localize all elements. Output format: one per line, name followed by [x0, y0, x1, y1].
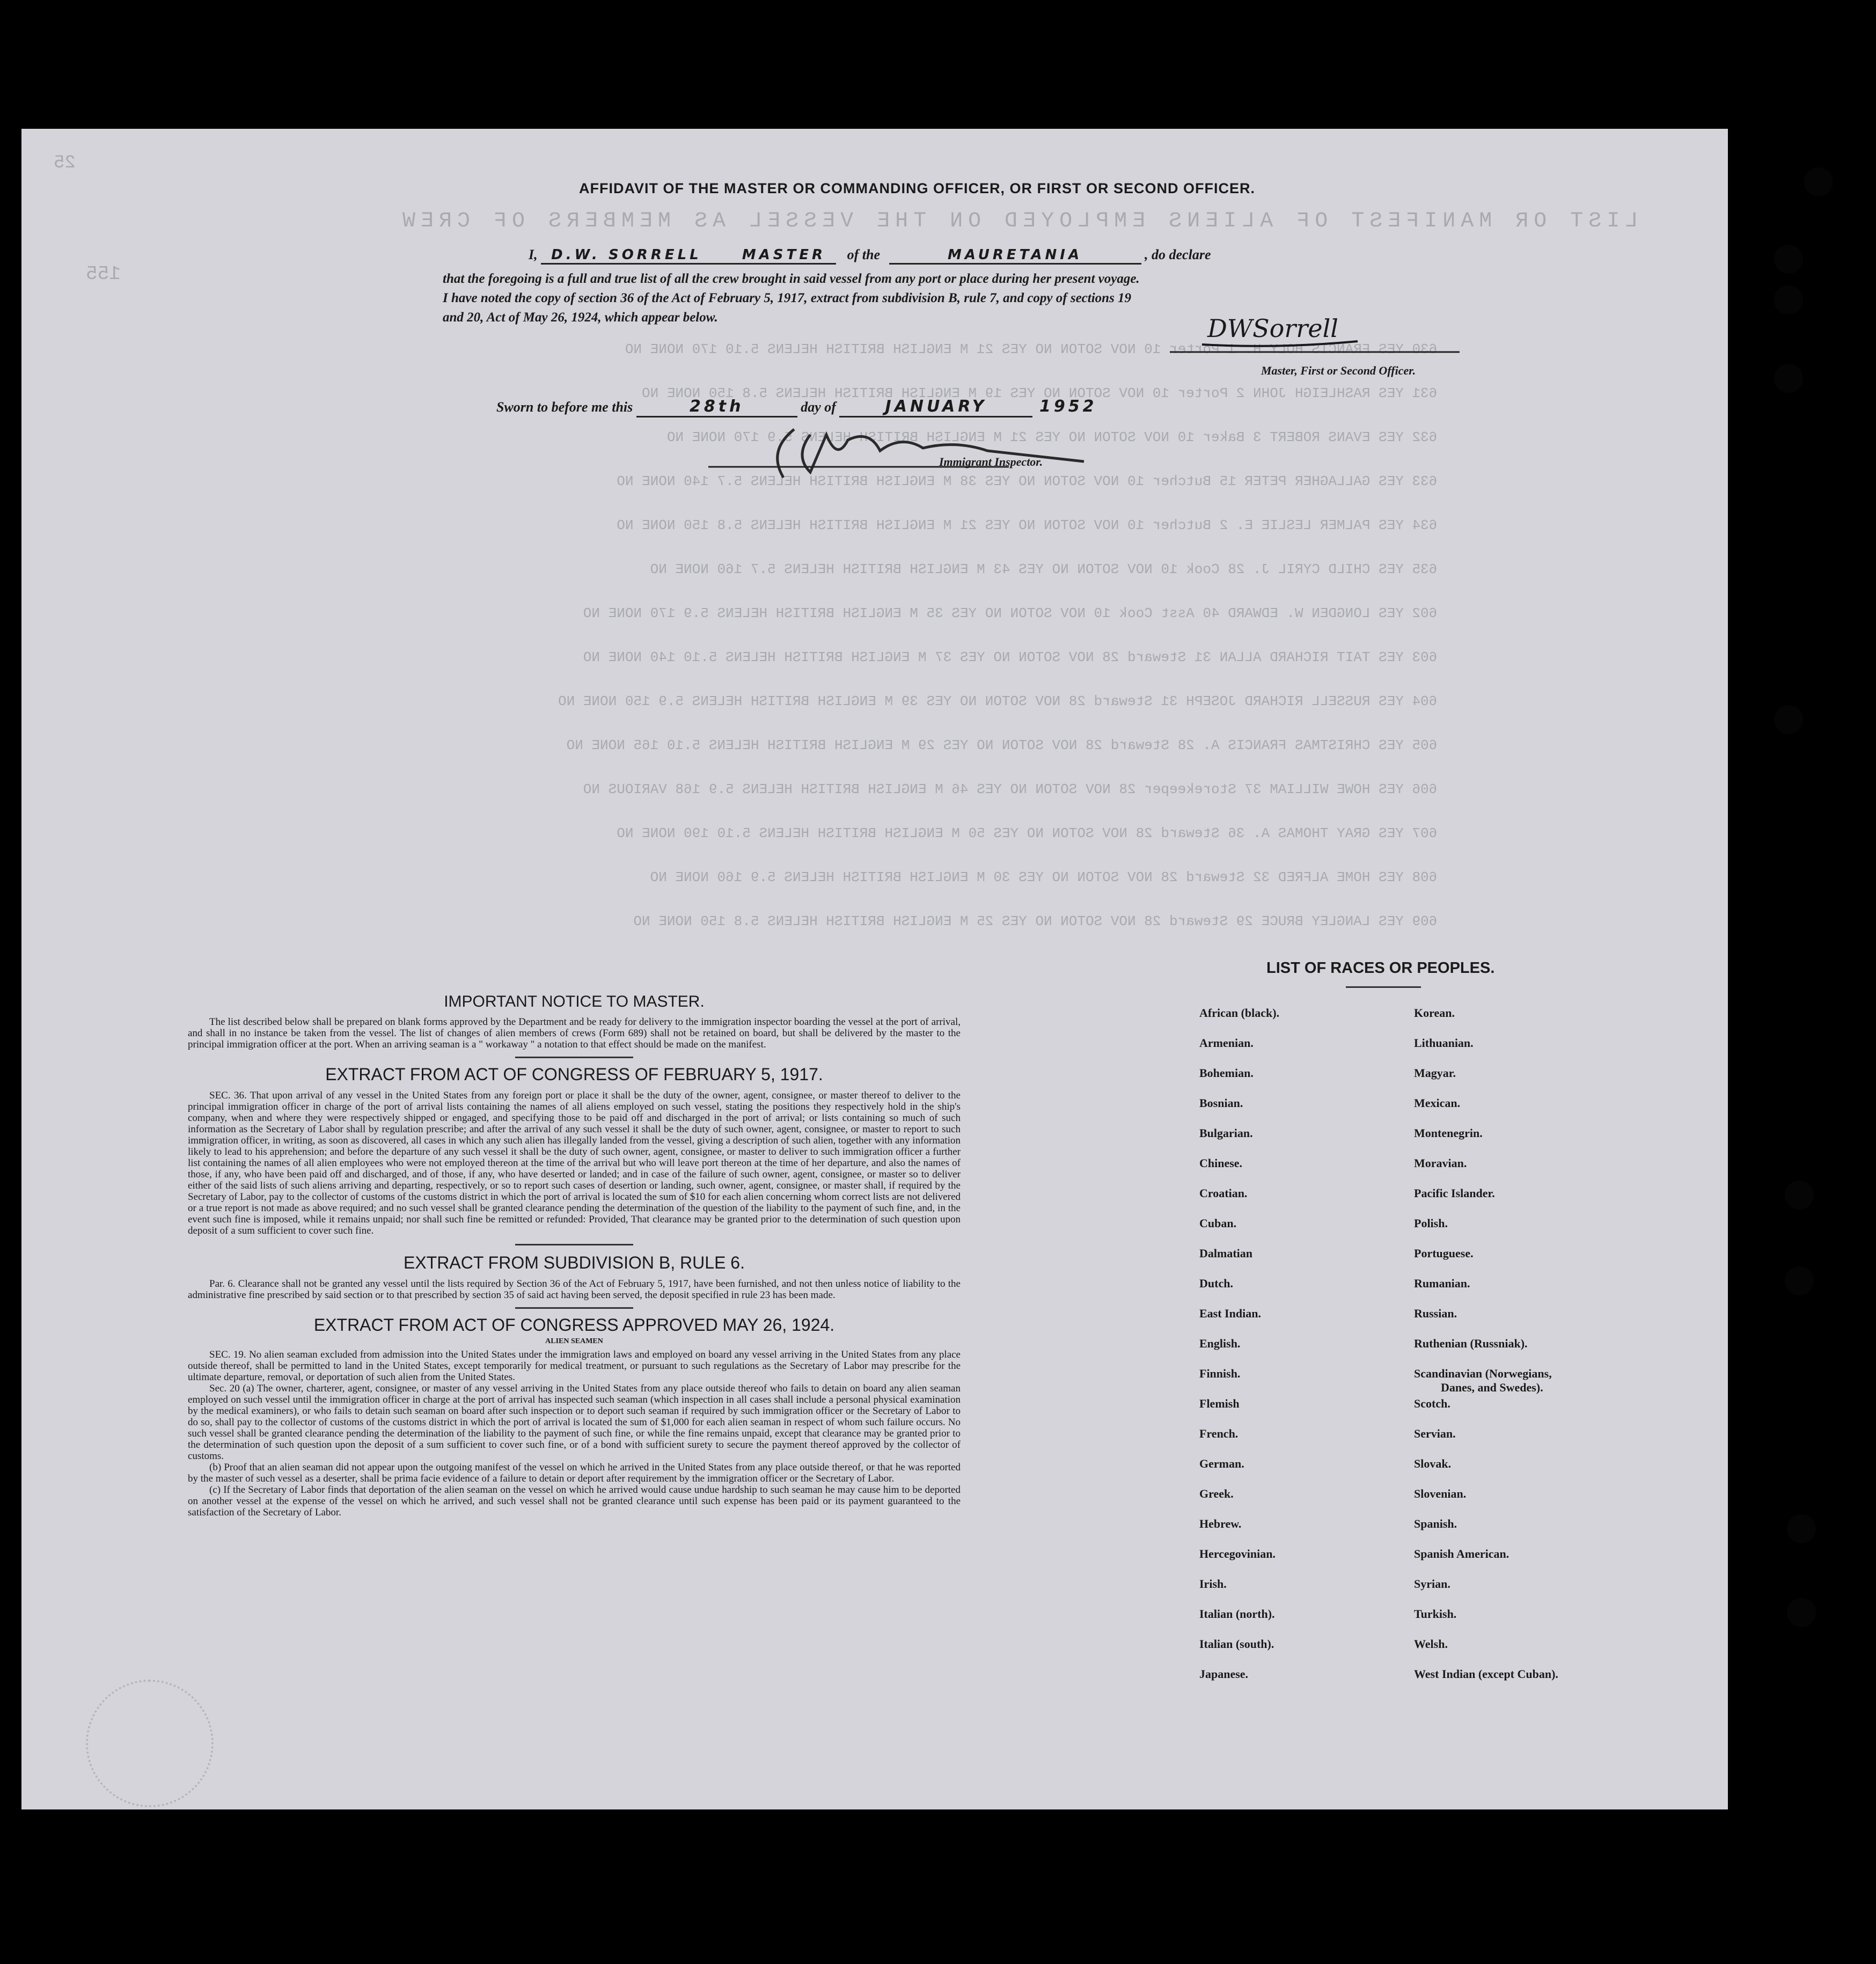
- punch-hole: [1774, 285, 1803, 314]
- master-rank: MASTER: [742, 247, 826, 263]
- race-item: Moravian.: [1414, 1156, 1467, 1170]
- race-item: Korean.: [1414, 1006, 1455, 1020]
- punch-hole: [1774, 364, 1803, 393]
- punch-hole: [1774, 705, 1803, 734]
- race-item: Polish.: [1414, 1216, 1448, 1230]
- race-item: Japanese.: [1199, 1667, 1249, 1681]
- race-item: German.: [1199, 1457, 1244, 1470]
- sworn-prefix: Sworn to before me this: [496, 399, 633, 415]
- race-item: Irish.: [1199, 1577, 1227, 1591]
- race-item: Montenegrin.: [1414, 1126, 1483, 1140]
- sec20b-text: (b) Proof that an alien seaman did not appear upon the outgoing manifest of the vessel on which he arrived in the United States from any place outside thereof, or that he was reported by the master of such vessel as a deserter, shall be prima facie evidence of a failure to detain or deport after requirement by the immigration officer or the Secretary of Labor.: [188, 1462, 961, 1484]
- race-item: Scotch.: [1414, 1397, 1450, 1410]
- race-item: West Indian (except Cuban).: [1414, 1667, 1558, 1681]
- race-item: Dalmatian: [1199, 1247, 1252, 1260]
- races-title: LIST OF RACES OR PEOPLES.: [1266, 959, 1495, 977]
- race-item: Italian (north).: [1199, 1607, 1275, 1621]
- signature-graphic: [1170, 311, 1460, 354]
- divider: [515, 1307, 633, 1309]
- punch-hole: [1804, 167, 1833, 196]
- race-item: Bohemian.: [1199, 1066, 1254, 1080]
- affidavit-line-3: I have noted the copy of section 36 of the Act of February 5, 1917, extract from subdivision B, rule 7, and copy of sections 19: [443, 291, 1132, 305]
- affidavit-line-4: and 20, Act of May 26, 1924, which appear below.: [443, 310, 718, 325]
- race-item: Mexican.: [1414, 1096, 1461, 1110]
- race-item: Hercegovinian.: [1199, 1547, 1276, 1560]
- race-item: Greek.: [1199, 1487, 1234, 1500]
- punch-hole: [1785, 1266, 1814, 1295]
- race-item: Lithuanian.: [1414, 1036, 1474, 1050]
- race-item: African (black).: [1199, 1006, 1280, 1020]
- inspector-caption: Immigrant Inspector.: [939, 455, 1043, 468]
- signature-text: DWSorrell: [1207, 314, 1338, 343]
- race-item: Finnish.: [1199, 1367, 1241, 1380]
- affidavit-line-1: [529, 247, 1211, 265]
- notice-title: IMPORTANT NOTICE TO MASTER.: [444, 993, 705, 1010]
- race-item: Rumanian.: [1414, 1277, 1470, 1290]
- sworn-day: 28th: [636, 397, 797, 417]
- race-item: Portuguese.: [1414, 1247, 1474, 1260]
- race-item: Spanish.: [1414, 1517, 1457, 1530]
- race-item: Flemish: [1199, 1397, 1240, 1410]
- punch-hole: [1787, 1598, 1816, 1627]
- punch-hole: [1774, 245, 1803, 274]
- rule6-text: Par. 6. Clearance shall not be granted any vessel until the lists required by Section 36 of the Act of February 5, 1917, have been furnished, and not then unless notice of liability to the administrative fine prescribed by said section or to that prescribed by section 35 of said act having been served, the deposit specified in rule 23 has been made.: [188, 1278, 961, 1301]
- races-title-rule: [1346, 986, 1421, 988]
- day-of-label: day of: [801, 399, 836, 415]
- race-item: Magyar.: [1414, 1066, 1456, 1080]
- sec20c-text: (c) If the Secretary of Labor finds that deportation of the alien seaman on the vessel on which he arrived would cause undue hardship to such seaman he may cause him to be deported on another vessel at the expense of the vessel on which he arrived, and such vessel shall not be granted clearance until such expense has been paid or its payment guaranteed to the satisfaction of the Secretary of Labor.: [188, 1484, 961, 1518]
- race-item: Bulgarian.: [1199, 1126, 1253, 1140]
- race-item: Slovak.: [1414, 1457, 1452, 1470]
- divider: [515, 1057, 633, 1058]
- race-item: Armenian.: [1199, 1036, 1254, 1050]
- extract-1917-text: SEC. 36. That upon arrival of any vessel in the United States from any foreign port or place it shall be the duty of the owner, agent, consignee, or master thereof to deliver to the principal immigration officer in charge of the port of arrival lists containing the names of all aliens employed on such vessel, stating the positions they respectively hold in the ship's company, when and where they were respectively shipped or engaged, and specifying those to be paid off and discharged in the port of arrival; or lists containing so much of such information as the Secretary of Labor shall by regulation prescribe; and after the arrival of any such vessel it shall be the duty of such owner, agent, consignee, or master to report to such immigration officer, in writing, as soon as discovered, all cases in which any such alien has illegally landed from the vessel, giving a description of such alien, together with any information likely to lead to his apprehension; and before the departure of any such vessel it shall be the duty of such owner, agent, consignee, or master to deliver to such immigration officer a further list containing the names of all alien employees who were not employed thereon at the time of the arrival but who will leave port thereon at the time of her departure, and also the names of those, if any, who have been paid off and discharged, and of those, if any, who have deserted or landed; and in case of the failure of such owner, agent, consignee, or master so to deliver either of the said lists of such aliens arriving and departing, respectively, or so to report such cases of desertion or landing, such owner, agent, consignee, or master shall, if required by the Secretary of Labor, pay to the collector of customs of the customs district in which the port of arrival is located the sum of $10 for each alien concerning whom correct lists are not delivered or a true report is not made as above required; and no such vessel shall be granted clearance pending the determination of the question of the liability to the payment of such fine, and, in the event such fine is imposed, while it remains unpaid; nor shall such fine be remitted or refunded: Provided, That clearance may be granted prior to the determination of such question upon deposit of a sum sufficient to cover such fine.: [188, 1090, 961, 1236]
- master-signature: [1170, 311, 1460, 354]
- race-item: Spanish American.: [1414, 1547, 1509, 1560]
- signature-caption: Master, First or Second Officer.: [1261, 364, 1416, 377]
- affidavit-title: AFFIDAVIT OF THE MASTER OR COMMANDING OFFICER, OR FIRST OR SECOND OFFICER.: [579, 180, 1255, 196]
- sworn-month: JANUARY: [839, 397, 1032, 417]
- race-item: French.: [1199, 1427, 1239, 1440]
- sworn-line: [496, 397, 1097, 417]
- race-item: Syrian.: [1414, 1577, 1450, 1591]
- of-the-label: of the: [847, 247, 881, 262]
- rule6-title: EXTRACT FROM SUBDIVISION B, RULE 6.: [404, 1253, 745, 1272]
- race-item: Dutch.: [1199, 1277, 1233, 1290]
- do-declare-label: , do declare: [1145, 247, 1211, 262]
- sec19-text: SEC. 19. No alien seaman excluded from admission into the United States under the immigration laws and employed on board any vessel arriving in the United States from any place outside thereof, shall be permitted to land in the United States, except temporarily for medical treatment, or pursuant to such regulations as the Secretary of Labor may prescribe for the ultimate departure, removal, or deportation of such alien from the United States.: [188, 1349, 961, 1383]
- vessel-name: MAURETANIA: [889, 247, 1141, 265]
- race-item: Ruthenian (Russniak).: [1414, 1337, 1528, 1350]
- faint-seal: [86, 1680, 214, 1807]
- race-item: Chinese.: [1199, 1156, 1243, 1170]
- race-item: Bosnian.: [1199, 1096, 1243, 1110]
- notice-text: The list described below shall be prepared on blank forms approved by the Department and be ready for delivery to the immigration inspector boarding the vessel at the port of arrival, and shall in no instance be taken from the vessel. The list of changes of alien members of crews (Form 689) shall not be retained on board, but shall be delivered by the master to the principal immigration officer at the port. When an arriving seaman is a " workaway " a notation to that effect should be made on the manifest.: [188, 1016, 961, 1050]
- master-name-field: [541, 247, 836, 265]
- race-item: Hebrew.: [1199, 1517, 1242, 1530]
- sworn-year: 1952: [1039, 397, 1097, 416]
- alien-seamen-subtitle: ALIEN SEAMEN: [545, 1337, 603, 1345]
- extract-1924-title: EXTRACT FROM ACT OF CONGRESS APPROVED MAY 26, 1924.: [313, 1315, 835, 1335]
- race-item: Scandinavian (Norwegians,: [1414, 1367, 1552, 1380]
- inspector-signature: [687, 419, 1116, 483]
- notices-column: [188, 993, 961, 1518]
- race-item: Italian (south).: [1199, 1637, 1274, 1651]
- i-label: I,: [529, 247, 538, 262]
- affidavit-line-2: that the foregoing is a full and true list of all the crew brought in said vessel from any port or place during her present voyage.: [443, 272, 1140, 286]
- race-item: English.: [1199, 1337, 1241, 1350]
- race-item: Croatian.: [1199, 1186, 1248, 1200]
- divider: [515, 1244, 633, 1245]
- race-item: Turkish.: [1414, 1607, 1457, 1621]
- manifest-page: LIST OR MANIFEST OF ALIENS EMPLOYED ON THE VESSEL AS MEMBERS OF CREW 155 25 630 YES FRANCIS HOLY H. 1 Porter 10 NOV SOTON NO YES 21 M ENGLISH BRITISH HELENS 5.10 170 NONE NO 631 YES RASHLEIGH JOHN 2 Porter 10 NOV SOTON NO YES 19 M ENGLISH BRITISH HELENS 5.8 150 NONE NO 632 YES EVANS ROBERT 3 Baker 10 NOV SOTON NO YES 21 M ENGLISH BRITISH HELENS 5.9 170 NONE NO 633 YES GALLAGHER PETER 15 Butcher 10 NOV SOTON NO YES 38 M ENGLISH BRITISH HELENS 5.7 140 NONE NO 634 YES PALMER LESLIE E. 2 Butcher 10 NOV SOTON NO YES 21 M ENGLISH BRITISH HELENS 5.8 150 NONE NO 635 YES CHILD CYRIL J. 28 Cook 10 NOV SOTON NO YES 43 M ENGLISH BRITISH HELENS 5.7 160 NONE NO 602 YES LONGDEN W. EDWARD 40 Asst Cook 10 NOV SOTON NO YES 35 M ENGLISH BRITISH HELENS 5.9 170 NONE NO 603 YES TAIT RICHARD ALLAN 31 Steward 28 NOV SOTON NO YES 37 M ENGLISH BRITISH HELENS 5.10 140 NONE NO 604 YES RUSSELL RICHARD JOSEPH 31 Steward 28 NOV SOTON NO YES 39 M ENGLISH BRITISH HELENS 5.9 150 NONE NO 605 YES CHRISTMAS FRANCIS A. 28 Steward 28 NOV SOTON NO YES 29 M ENGLISH BRITISH HELENS 5.10 165 NONE NO 606 YES HOWE WILLIAM 37 Storekeeper 28 NOV SOTON NO YES 46 M ENGLISH BRITISH HELENS 5.9 168 VARIOUS NO 607 YES GRAY THOMAS A. 36 Steward 28 NOV SOTON NO YES 50 M ENGLISH BRITISH HELENS 5.10 190 NONE NO 608 YES HOME ALFRED 32 Steward 28 NOV SOTON NO YES 30 M ENGLISH BRITISH HELENS 5.9 160 NONE NO 609 YES LANGLEY BRUCE 29 Steward 28 NOV SOTON NO YES 25 M ENGLISH BRITISH HELENS 5.8 150 NONE NO AFFIDAVIT OF THE MASTER OR COMMANDING OFFICER, OR FIRST OR SECOND OFFICER. I, D.W. SORRELL MASTER of the MAURETANIA , do declare that the foregoing is a full and true list of all the crew brought in said vessel from any port or place during her present voyage. I have noted the copy of section 36 of the Act of February 5, 1917, extract from subdivision B, rule 7, and copy of sections 19 and 20, Act of May 26, 1924, which appear below. DWSorrell Master, First or Second Officer. Sworn to before me this 28th day of JANUARY 1952 Immigrant Inspector. IMPORTANT NOTICE TO MASTER. The list described below shall be prepared on blank forms approved by the Department and be ready for delivery to the immigration inspector boarding the vessel at the port of arrival, and shall in no instance be taken from the vessel. The list of changes of alien members of crews (Form 689) shall not be retained on board, but shall be delivered by the master to the principal immigration officer at the port. When an arriving seaman is a " workaway " a notation to that effect should be made on the manifest. EXTRACT FROM ACT OF CONGRESS OF FEBRUARY 5, 1917. SEC. 36. That upon arrival of any vessel in the United States from any foreign port or place it shall be the duty of the owner, agent, consignee, or master thereof to deliver to the principal immigration officer in charge of the port of arrival lists containing the names of all aliens employed on such vessel, stating the positions they respectively hold in the ship's company, when and where they were respectively shipped or engaged, and specifying those to be paid off and discharged in the port of arrival; or lists containing so much of such information as the Secretary of Labor shall by regulation prescribe; and after the arrival of any such vessel it shall be the duty of such owner, agent, consignee, or master to report to such immigration officer, in writing, as soon as discovered, all cases in which any such alien has illegally landed from the vessel, giving a description of such alien, together with any information likely to lead to his apprehension; and before the departure of any such vessel it shall be the duty of such owner, agent, consignee, or master to deliver to such immigration officer a further list containing the names of all alien employees who were not employed thereon at the time of the arrival but who will leave port thereon at the time of her departure, and also the names of those, if any, who have been paid off and discharged, and of those, if any, who have deserted or landed; and in case of the failure of such owner, agent, consignee, or master so to deliver either of the said lists of such aliens arriving and departing, respectively, or so to report such cases of desertion or landing, such owner, agent, consignee, or master shall, if required by the Secretary of Labor, pay to the collector of customs of the customs district in which the port of arrival is located the sum of $10 for each alien concerning whom correct lists are not delivered or a true report is not made as above required; and no such vessel shall be granted clearance pending the determination of the question of the liability to the payment of such fine, and, in the event such fine is imposed, while it remains unpaid; nor shall such fine be remitted or refunded: Provided, That clearance may be granted prior to the determination of such question upon deposit of a sum sufficient to cover such fine. EXTRACT FROM SUBDIVISION B, RULE 6. Par. 6. Clearance shall not be granted any vessel until the lists required by Section 36 of the Act of February 5, 1917, have been furnished, and not then unless notice of liability to the administrative fine prescribed by said section or to that prescribed by section 35 of said act having been served, the deposit specified in rule 23 has been made. EXTRACT FROM ACT OF CONGRESS APPROVED MAY 26, 1924. ALIEN SEAMEN SEC. 19. No alien seaman excluded from admission into the United States under the immigration laws and employed on board any vessel arriving in the United States from any place outside thereof, shall be permitted to land in the United States, except temporarily for medical treatment, or pursuant to such regulations as the Secretary of Labor may prescribe for the ultimate departure, removal, or deportation of such alien from the United States. Sec. 20 (a) The owner, charterer, agent, consignee, or master of any vessel arriving in the United States from any place outside thereof who fails to detain on board any alien seaman employed on such vessel until the immigration officer in charge at the port of arrival has inspected such seaman (which inspection in all cases shall include a personal physical examination by the medical examiners), or who fails to detain such seaman on board after such inspection or to deport such seaman if required by such immigration officer or the Secretary of Labor to do so, shall pay to the collector of customs of the customs district in which the port of arrival is located the sum of $1,000 for each alien seaman in respect of whom such failure occurs. No such vessel shall be granted clearance pending the determination of the liability to the payment of such fine, or while the fine remains unpaid, except that clearance may be granted prior to the determination of such question upon the deposit of a sum sufficient to cover such fine, or of a bond with sufficient surety to secure the payment thereof approved by the collector of customs. (b) Proof that an alien seaman did not appear upon the outgoing manifest of the vessel on which he arrived in the United States from any place outside thereof, or that he was reported by the master of such vessel as a deserter, shall be prima facie evidence of a failure to detain or deport after requirement by the immigration officer or the Secretary of Labor. (c) If the Secretary of Labor finds that deportation of the alien seaman on the vessel on which he arrived would cause undue hardship to such seaman he may cause him to be deported on another vessel at the expense of the vessel on which he arrived, and such vessel shall not be granted clearance until such expense has been paid or its payment guaranteed to the satisfaction of the Secretary of Labor. LIST OF RACES OR PEOPLES. African (black). Armenian. Bohemian. Bosnian. Bulgarian. Chinese. Croatian. Cuban. Dalmatian Dutch. East Indian. English. Finnish. Flemish French. German. Greek. Hebrew. Hercegovinian. Irish. Italian (north). Italian (south). Japanese. Korean. Lithuanian. Magyar. Mexican. Montenegrin. Moravian. Pacific Islander. Polish. Portuguese. Rumanian. Russian. Ruthenian (Russniak). Scandinavian (Norwegians, Danes, and Swedes). Scotch. Servian. Slovak. Slovenian. Spanish. Spanish American. Syrian. Turkish. Welsh. West Indian (except Cuban).: [21, 129, 1728, 1809]
- race-item: Cuban.: [1199, 1216, 1237, 1230]
- race-item: Slovenian.: [1414, 1487, 1467, 1500]
- race-item: Servian.: [1414, 1427, 1456, 1440]
- extract-1917-title: EXTRACT FROM ACT OF CONGRESS OF FEBRUARY 5, 1917.: [325, 1065, 823, 1084]
- master-name: D.W. SORRELL: [551, 247, 702, 263]
- sec20a-text: Sec. 20 (a) The owner, charterer, agent, consignee, or master of any vessel arriving in the United States from any place outside thereof who fails to detain on board any alien seaman employed on such vessel until the immigration officer in charge at the port of arrival has inspected such seaman (which inspection in all cases shall include a personal physical examination by the medical examiners), or who fails to detain such seaman on board after such inspection or to deport such seaman if required by such immigration officer or the Secretary of Labor to do so, shall pay to the collector of customs of the customs district in which the port of arrival is located the sum of $1,000 for each alien seaman in respect of whom such failure occurs. No such vessel shall be granted clearance pending the determination of the liability to the payment of such fine, or while the fine remains unpaid, except that clearance may be granted prior to the determination of such question upon the deposit of a sum sufficient to cover such fine, or of a bond with sufficient surety to secure the payment thereof approved by the collector of customs.: [188, 1383, 961, 1462]
- race-item: Welsh.: [1414, 1637, 1448, 1651]
- punch-hole: [1785, 1181, 1814, 1210]
- race-item: Pacific Islander.: [1414, 1186, 1495, 1200]
- race-item-continuation: Danes, and Swedes).: [1441, 1381, 1543, 1394]
- punch-hole: [1787, 1514, 1816, 1543]
- race-item: Russian.: [1414, 1307, 1457, 1320]
- race-item: East Indian.: [1199, 1307, 1261, 1320]
- inspector-signature-graphic: [687, 419, 1116, 483]
